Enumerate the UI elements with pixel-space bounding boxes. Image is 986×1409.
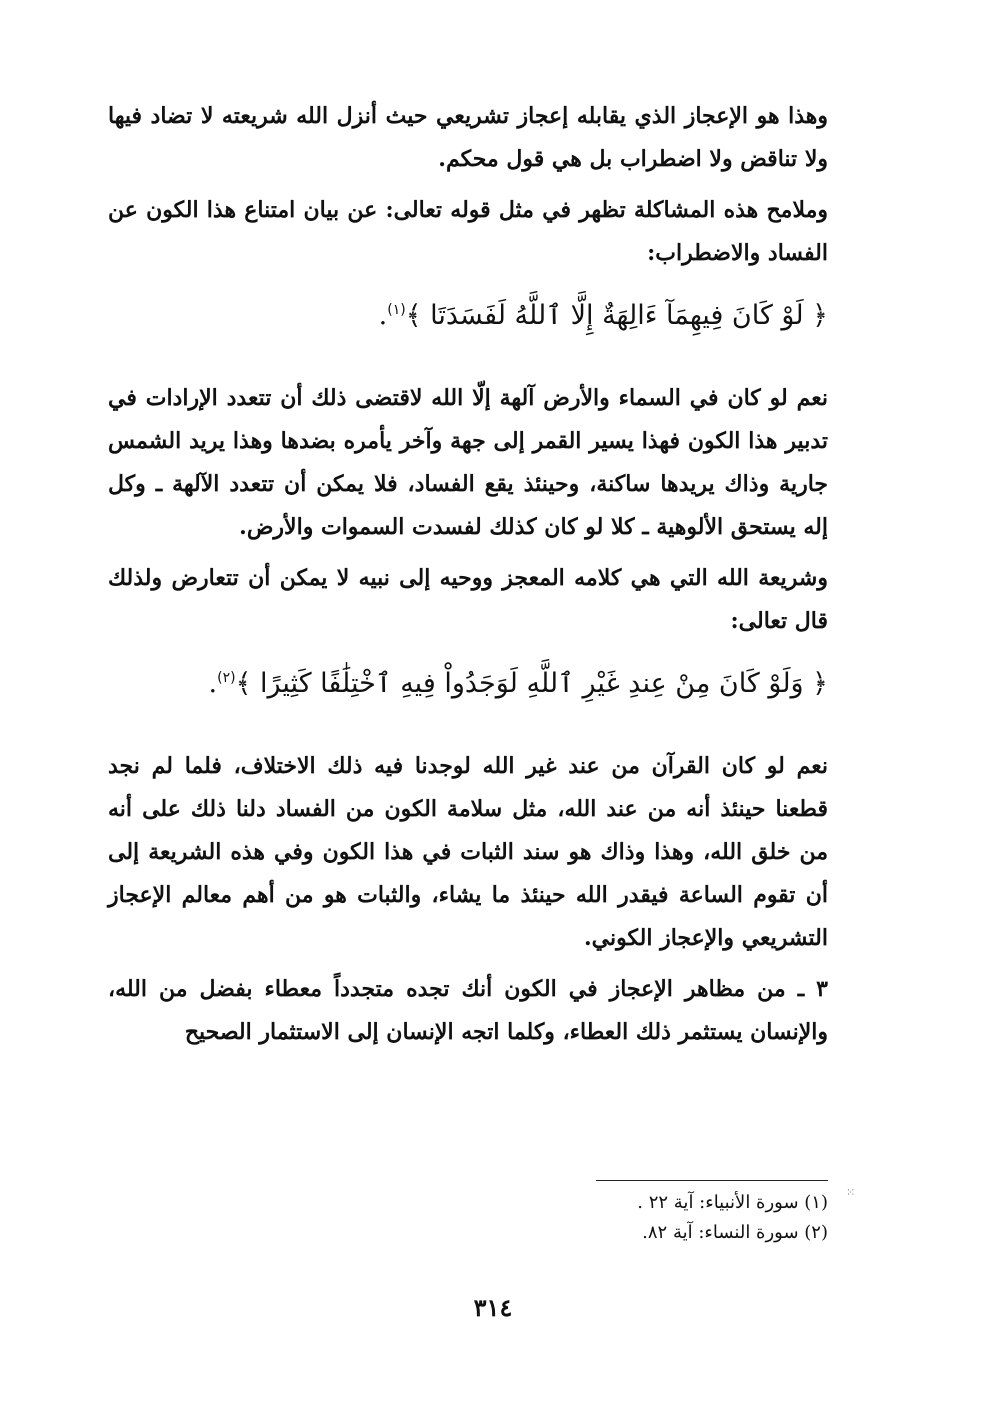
verse-2-footnote-ref: (٢) (217, 670, 236, 686)
page-number: ٣١٤ (473, 1293, 513, 1322)
paragraph-1: وهذا هو الإعجاز الذي يقابله إعجاز تشريعي حيث أنزل الله شريعته لا تضاد فيها ولا تناقض ولا اضطراب بل هي قول محكم. (108, 103, 828, 172)
paragraph-4: وشريعة الله التي هي كلامه المعجز ووحيه إلى نبيه لا يمكن أن تتعارض ولذلك قال تعالى: (108, 565, 828, 634)
footnotes (560, 1188, 828, 1248)
paragraph-6: ٣ ـ من مظاهر الإعجاز في الكون أنك تجده متجدداً معطاء بفضل من الله، والإنسان يستثمر ذلك العطاء، وكلما اتجه الإنسان إلى الاستثمار الصحيح (108, 976, 828, 1045)
paragraph-5: نعم لو كان القرآن من عند غير الله لوجدنا فيه ذلك الاختلاف، فلما لم نجد قطعنا حينئذ أنه من عند الله، مثل سلامة الكون من الفساد دلنا ذلك على أنه من خلق الله، وهذا وذاك هو سند الثبات في هذا الكون وفي هذه الشريعة إلى أن تقوم الساعة فيقدر الله حينئذ ما يشاء، والثبات هو من أهم معالم الإعجاز التشريعي والإعجاز الكوني. (108, 753, 828, 951)
footnote-divider (596, 1180, 828, 1181)
verse-1-text: ﴿ لَوْ كَانَ فِيهِمَآ ءَالِهَةٌ إِلَّا ٱللَّهُ لَفَسَدَتَا ﴾ (405, 300, 828, 331)
main-text (108, 95, 828, 1054)
verse-1-end: . (378, 300, 388, 331)
verse-1-footnote-ref: (١) (387, 302, 406, 318)
footnote-2: (٢) سورة النساء: آية ٨٢. (642, 1222, 828, 1243)
paragraph-2: وملامح هذه المشاكلة تظهر في مثل قوله تعالى: عن بيان امتناع هذا الكون عن الفساد والاضطراب: (108, 197, 828, 266)
verse-2-text: ﴿ وَلَوْ كَانَ مِنْ عِندِ غَيْرِ ٱللَّهِ لَوَجَدُواْ فِيهِ ٱخْتِلَٰفًا كَثِيرًا ﴾ (235, 668, 828, 699)
paragraph-3: نعم لو كان في السماء والأرض آلهة إلّا الله لاقتضى ذلك أن تتعدد الإرادات في تدبير هذا الكون فهذا يسير القمر إلى جهة وآخر يأمره بضدها وهذا يريد الشمس جارية وذاك يريدها ساكنة، وحينئذ يقع الفساد، فلا يمكن أن تتعدد الآلهة ـ وكل إله يستحق الألوهية ـ كلا لو كان كذلك لفسدت السموات والأرض. (108, 385, 828, 540)
footnote-1: (١) سورة الأنبياء: آية ٢٢ . (637, 1192, 828, 1213)
quran-verse-2 (108, 653, 828, 709)
quran-verse-1 (108, 285, 828, 341)
verse-2-end: . (208, 668, 218, 699)
scan-speck: ⁙ (846, 1186, 856, 1199)
